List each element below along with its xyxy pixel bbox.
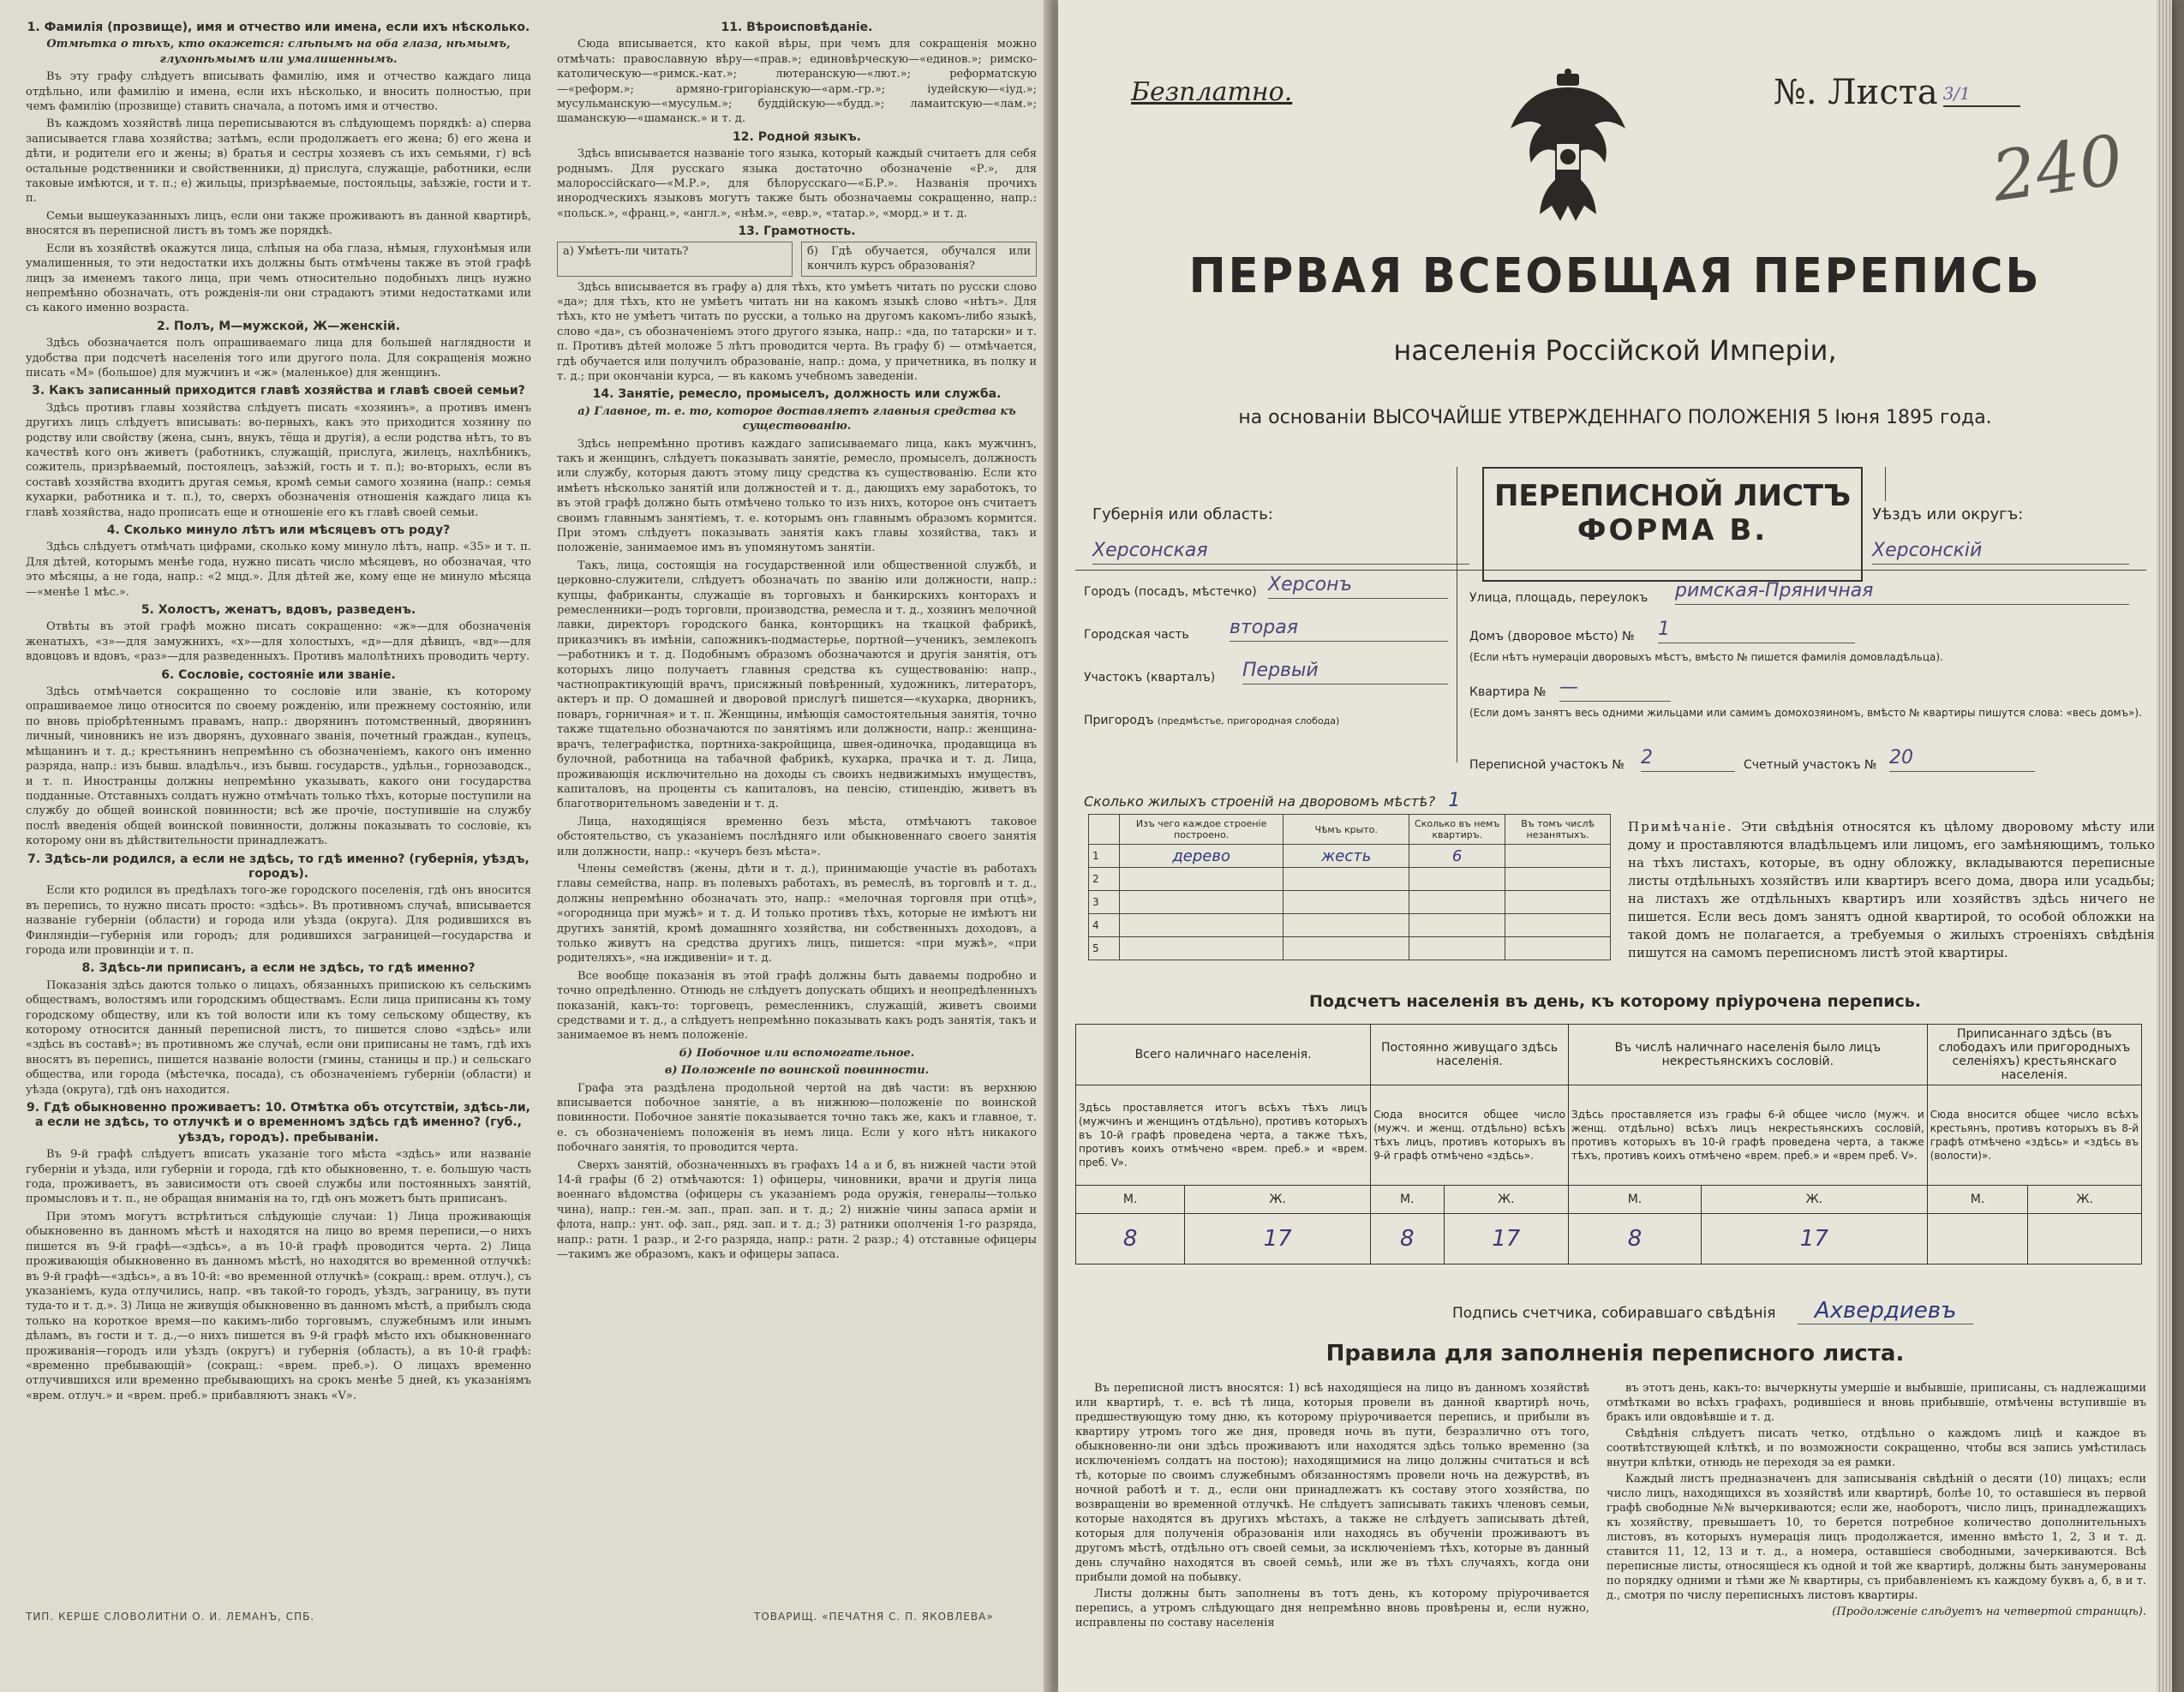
literacy-b: б) Гдѣ обучается, обучался или кончилъ курсъ образованія?	[801, 242, 1037, 277]
buildings-cell	[1505, 891, 1611, 914]
part-field: вторая	[1230, 617, 1448, 642]
house-hint: (Если нѣтъ нумераціи дворовыхъ мѣстъ, вмѣсто № пишется фамилія домовладѣльца).	[1469, 651, 1943, 663]
note-text: Эти свѣдѣнія относятся къ цѣлому дворовому мѣсту или дому и проставляются владѣльцемъ или лицомъ, его замѣняющимъ, только на тѣхъ листахъ, которые, въ одну обложку, вкладываются переписные листы отдѣльныхъ хозяйствъ или квартиръ всего дома, двора или усадьбы; на листахъ же отдѣльныхъ квартиръ или хозяйствъ здѣсь ничего не пишется. Если весь домъ занятъ одной квартирой, то особой обложки на такой домъ не полагается, а требуемыя о жилыхъ строеніяхъ свѣдѣнія пишутся на самомъ переписномъ листѣ этой квартиры.	[1628, 819, 2155, 960]
section-heading: 8. Здѣсь-ли приписанъ, а если не здѣсь, то гдѣ именно?	[81, 961, 476, 976]
census-subtitle: населенія Россійской Имперіи,	[1393, 334, 1837, 367]
rules-continued: (Продолженіе слѣдуетъ на четвертой страницѣ).	[1832, 1605, 2146, 1618]
rule-paragraph: Листы должны быть заполнены въ тотъ день, къ которому пріурочивается перепись, а утромъ слѣдующаго дня непремѣнно вновь провѣрены и, если нужно, исправлены по составу населенія	[1075, 1587, 1589, 1629]
paragraph: Въ эту графу слѣдуетъ вписывать фамилію, имя и отчество каждаго лица отдѣльно, или фамилію и имена, если ихъ нѣсколько, и вносить полностью, при чемъ фамилію (прозвище) ставить сначала, а потомъ имя и отчество.	[26, 70, 531, 114]
census-title: ПЕРВАЯ ВСЕОБЩАЯ ПЕРЕПИСЬ	[1188, 248, 2042, 304]
count-district-label: Счетный участокъ №	[1744, 758, 1877, 772]
apartment-field: —	[1559, 677, 1671, 702]
paragraph: Отвѣты въ этой графѣ можно писать сокращенно: «ж»—для обозначенія женатыхъ, «з»—для замужнихъ, «х»—для холостыхъ, «д»—для дѣвицъ, «вд»—для вдовцовъ и вдовъ, «раз»—для разведенныхъ. Противъ малолѣтнихъ проводить черту.	[26, 620, 531, 664]
buildings-cell	[1409, 868, 1505, 891]
buildings-cell: дерево	[1120, 845, 1283, 868]
paragraph: Здѣсь вписывается въ графу а) для тѣхъ, кто умѣетъ читать по русски слово «да»; для тѣхъ, кто не умѣетъ читать ни на какомъ языкѣ слово «нѣтъ». Для тѣхъ, кто не умѣетъ читать по русски, а только на другомъ какомъ-либо языкѣ, слово «да», съ обозначеніемъ этого другого языка, напр.: «да, по татарски» и т. п. Противъ дѣтей моложе 5 лѣтъ проводится черта. Въ графу б) — отмѣчается, гдѣ обучается или получилъ образованіе, напр.: дома, у причетника, въ полку и т. д.; при окончаніи курса, — въ какомъ учебномъ заведеніи.	[557, 280, 1037, 383]
table-row	[1089, 937, 1611, 960]
section-subheading: б) Побочное или вспомогательное.	[679, 1046, 915, 1060]
double-headed-eagle-emblem	[1504, 69, 1632, 231]
buildings-header-cell: Сколько въ немъ квартиръ.	[1409, 815, 1505, 845]
male-count: 8	[1569, 1214, 1702, 1265]
signature-label: Подпись счетчика, собиравшаго свѣдѣнія	[1452, 1305, 1776, 1322]
population-count-title: Подсчетъ населенія въ день, къ которому пріурочена перепись.	[1308, 992, 1922, 1011]
section-heading: 1. Фамилія (прозвище), имя и отчество или имена, если ихъ нѣсколько.	[27, 21, 530, 34]
buildings-cell	[1409, 891, 1505, 914]
rule-paragraph: Въ переписной листъ вносятся: 1) всѣ находящіеся на лицо въ данномъ хозяйствѣ или квартирѣ, т. е. всѣ тѣ лица, которыя провели въ данной квартирѣ ночь, предшествующую тому дню, къ которому пріурочивается перепись, и прибыли въ квартиру утромъ того же дня, проведя ночь въ пути, безразлично отъ того, обыкновенно-ли они здѣсь проживаютъ или находятся здѣсь только временно (за исключеніемъ солдатъ на постою); находящимися на лицо должны считаться и всѣ тѣ, которые по своимъ служебнымъ обязанностямъ провели ночь на дежурствѣ, въ ночной работѣ и т. д., если они принадлежатъ къ составу этого хозяйства, по возвращеніи во временной отлучкѣ. Не слѣдуетъ записывать такихъ членовъ семьи, которые находятся въ другихъ мѣстахъ, а также не слѣдуетъ записывать дѣтей, которыя для полученія образованія или находясь въ обученіи проживаютъ въ другомъ мѣстѣ, отдѣльно отъ своей семьи, за исключеніемъ тѣхъ, которые въ данный день случайно находятся въ своей семьѣ, или же въ тѣхъ случаяхъ, когда они прибыли домой на побывку.	[1075, 1382, 1589, 1584]
part-label: Городская часть	[1084, 628, 1189, 642]
instructions-column-2	[557, 17, 1037, 1265]
apartment-hint: (Если домъ занятъ весь одними жильцами или самимъ домохозяиномъ, вмѣсто № квартиры пишутся слова: «весь домъ»).	[1469, 707, 2142, 719]
count-sex-row	[1076, 1186, 2142, 1214]
buildings-cell: 3	[1089, 891, 1120, 914]
free-label: Безплатно.	[1131, 77, 1293, 107]
paragraph: Семьи вышеуказанныхъ лицъ, если они также проживаютъ въ данной квартирѣ, вносятся въ переписной листъ въ томъ же порядкѣ.	[26, 209, 531, 238]
section-heading: 14. Занятіе, ремесло, промыселъ, должность или служба.	[592, 387, 1002, 402]
female-count: 17	[1444, 1214, 1569, 1265]
male-count: 8	[1076, 1214, 1185, 1265]
paragraph: Если въ хозяйствѣ окажутся лица, слѣпыя на оба глаза, нѣмыя, глухонѣмыя или умалишенныя, то эти недостатки ихъ должны быть отмѣчены также въ этой графѣ лицъ за именемъ такого лица, при чемъ относительно подобныхъ лицъ нужно непремѣнно обозначать, отъ рожденія-ли они страдаютъ этими недостатками или съ какого именно возраста.	[26, 242, 531, 315]
paragraph: Сюда вписывается, кто какой вѣры, при чемъ для сокращенія можно отмѣчать: православную вѣру—«прав.»; единовѣрческую—«единов.»; римско-католическую—«римск.-кат.»; лютеранскую—«лют.»; реформатскую—«реформ.»; армяно-григоріанскую—«арм.-гр.»; іудейскую—«іуд.»; мусульманскую—«мусульм.»; буддійскую—«будд.»; ламаитскую—«лам.»; шаманскую—«шаманск.» и т. д.	[557, 38, 1037, 126]
prigorod-label	[1084, 714, 1339, 727]
buildings-cell: 4	[1089, 914, 1120, 937]
male-label: М.	[1371, 1186, 1444, 1214]
paragraph: Графа эта раздѣлена продольной чертой на двѣ части: въ верхнюю вписывается побочное занятіе, а въ нижнюю—положеніе по воинской повинности. Побочное занятіе показывается точно такъ же, какъ и главное, т. е. съ обозначеніемъ положенія въ немъ лица. Если у кого нѣтъ никакого побочнаго занятія, то проводится черта.	[557, 1081, 1037, 1155]
paragraph: При этомъ могутъ встрѣтиться слѣдующіе случаи: 1) Лица проживающія обыкновенно въ данномъ мѣстѣ и находятся на лицо во время переписи,—о нихъ пишется въ 9-й графѣ—«здѣсь», а въ 10-й графѣ проводится черта. 2) Лица проживающія обыкновенно въ данномъ мѣстѣ, но находятся во временной отлучкѣ: въ 9-й графѣ—«здѣсь», а въ 10-й: «во временной отлучкѣ» (сокращ.: врем. отлуч.), съ указаніемъ, куда отлучились, напр. «въ такой-то городъ, уѣздъ, заграницу, въ пути туда-то и т. д.». 3) Лица не живущія обыкновенно въ данномъ мѣстѣ, а прибылъ сюда только на короткое время—по какимъ-либо торговымъ, служебнымъ или инымъ дѣламъ, въ гости и т. д.,—о нихъ пишется въ 9-й графѣ мѣсто ихъ обыкновеннаго проживанія—городъ или уѣздъ (округъ) и губернія (область), а въ 10-й графѣ: «временно пребывающій» (сокращ.: «врем. преб.»). О лицахъ временно отлучившихся или временно пребывающихъ на срокъ менѣе 5 дней, къ указаніямъ «врем. отлуч.» и «врем. преб.» прибавляютъ знакъ «V».	[26, 1210, 531, 1402]
signature-value: Ахвердиевъ	[1798, 1298, 1974, 1324]
count-column-header: Всего наличнаго населенія.	[1076, 1025, 1371, 1085]
section-subheading: Отмѣтка о тѣхъ, кто окажется: слѣпымъ на оба глаза, нѣмымъ, глухонѣмымъ или умалишеннымъ.	[46, 38, 511, 66]
buildings-header-cell	[1089, 815, 1120, 845]
prigorod-label-text: Пригородъ	[1084, 714, 1154, 727]
paragraph: Такъ, лица, состоящія на государственной или общественной службѣ, и церковно-служители, слѣдуетъ обозначать по званію или должности, напр.: купцы, фабриканты, служащіе въ торговыхъ и банкирскихъ конторахъ и ремесленники—родъ торговли, производства, ремесла и т. д., хозяинъ мелочной лавки, директоръ городского банка, конторщикъ на ткацкой фабрикѣ, приказчикъ въ имѣніи, сапожникъ-подмастерье, портной—ученикъ, землекопъ—работникъ и т. д. Подобнымъ образомъ обозначаются и другія занятія, отъ которыхъ лицо получаетъ главныя средства къ существованію: напр., частнопрактикующій врачъ, присяжный повѣренный, художникъ, литераторъ, актеръ и пр. О домашней и дворовой прислугѣ пишется—«кухарка, дворникъ, поваръ, горничная» и т. п. Женщины, имѣющія самостоятельныя занятія, точно также тщательно обозначаются по занятіямъ или должности, напр.: женщина-врачъ, телеграфистка, портниха-закройщица, швея-одиночка, продавщица въ булочной, работница на табачной фабрикѣ, кухарка, прачка и т. д. Лица, проживающія исключительно на доходы съ своихъ недвижимыхъ имуществъ, капиталовъ, на проценты съ капиталовъ, на пенсію, стипендію, живетъ въ благотворительномъ заведеніи и т. д.	[557, 559, 1037, 811]
prigorod-note: (предмѣстье, пригородная слобода)	[1157, 715, 1340, 726]
buildings-cell	[1505, 845, 1611, 868]
buildings-cell: 2	[1089, 868, 1120, 891]
census-district-field: 2	[1641, 747, 1735, 772]
male-count	[1927, 1214, 2028, 1265]
table-row	[1089, 914, 1611, 937]
count-header-row	[1076, 1025, 2142, 1085]
divider-line	[1885, 467, 1886, 501]
city-field: Херсонъ	[1268, 574, 1448, 599]
table-row	[1089, 845, 1611, 868]
paragraph: Здѣсь обозначается полъ опрашиваемаго лица для большей наглядности и удобства при подсчетѣ населенія того или другого пола. Для сокращенія можно писать «М» (большое) для мужчинъ и «ж» (маленькое) для женщинъ.	[26, 337, 531, 380]
female-label: Ж.	[1701, 1186, 1927, 1214]
apartment-label: Квартира №	[1469, 685, 1547, 699]
rule-paragraph: Свѣдѣнія слѣдуетъ писать четко, отдѣльно о каждомъ лицѣ и каждое въ соотвѣтствующей клѣткѣ, и по возможности сокращенно, чтобы вся запись умѣстилась внутри клѣтки, отнюдь не переходя за ея рамки.	[1607, 1427, 2146, 1469]
paragraph: Здѣсь непремѣнно противъ каждаго записываемаго лица, какъ мужчинъ, такъ и женщинъ, слѣдуетъ показывать занятіе, ремесло, промыселъ, должность или службу, которыя даютъ этому лицу средства къ существованію. Если кто имѣетъ нѣсколько занятій или должностей и т. д., дающихъ ему заработокъ, то въ этой графѣ должно быть отмѣчено только то изъ нихъ, которое онъ считаетъ своимъ главнымъ занятіемъ, т. е. которымъ онъ главнымъ образомъ кормится. При этомъ слѣдуетъ показывать занятія какъ главы хозяйства, такъ и положеніе, занимаемое имъ въ упомянутомъ занятіи.	[557, 437, 1037, 555]
street-field: римская-Пряничная	[1675, 580, 2129, 605]
buildings-header-cell: Чѣмъ крыто.	[1283, 815, 1409, 845]
section-heading: 4. Сколько минуло лѣтъ или мѣсяцевъ отъ роду?	[106, 523, 451, 537]
count-column-header: Въ числѣ наличнаго населенія было лицъ некрестьянскихъ сословій.	[1569, 1025, 1928, 1085]
house-label-text: Домъ	[1469, 630, 1504, 643]
paragraph: Все вообще показанія въ этой графѣ должны быть даваемы подробно и точно опредѣленно. Отнюдь не слѣдуетъ допускать общихъ и неопредѣленныхъ показаній, какъ-то: торговецъ, ремесленникъ, служащій, живетъ своими средствами и т. д., а слѣдуетъ непремѣнно показывать какъ родъ занятія, такъ и занимаемое въ немъ положеніе.	[557, 969, 1037, 1043]
buildings-cell: 6	[1409, 845, 1505, 868]
buildings-cell	[1283, 937, 1409, 960]
buildings-cell	[1505, 937, 1611, 960]
female-count	[2028, 1214, 2142, 1265]
buildings-cell	[1283, 868, 1409, 891]
buildings-cell	[1409, 937, 1505, 960]
section-heading: 13. Грамотность.	[738, 224, 856, 239]
pencil-archive-number: 240	[1987, 119, 2128, 218]
male-label: М.	[1076, 1186, 1185, 1214]
count-column-description: Здѣсь проставляется итогъ всѣхъ тѣхъ лицъ (мужчинъ и женщинъ отдѣльно), противъ которыхъ въ 10-й графѣ проведена черта, а также тѣхъ, противъ коихъ отмѣчено «врем. преб.» и «врем. преб. V».	[1076, 1085, 1371, 1186]
paragraph: Здѣсь вписывается названіе того языка, который каждый считаетъ для себя роднымъ. Для русскаго языка достаточно обозначеніе «Р.», для малороссійскаго—«М.Р.», для бѣлорусскаго—«Б.Р.». Названія прочихъ инородческихъ языковъ могутъ также быть обозначаемы сокращенно, напр.: «польск.», «франц.», «англ.», «нѣм.», «евр.», «татар.», «морд.» и т. д.	[557, 147, 1037, 220]
buildings-header-cell: Въ томъ числѣ незанятыхъ.	[1505, 815, 1611, 845]
buildings-answer: 1	[1448, 790, 1461, 811]
buildings-cell	[1120, 891, 1283, 914]
sheet-type-line1: ПЕРЕПИСНОЙ ЛИСТЪ	[1493, 479, 1852, 513]
buildings-cell: 5	[1089, 937, 1120, 960]
census-basis: на основаніи ВЫСОЧАЙШЕ УТВЕРЖДЕННАГО ПОЛОЖЕНІЯ 5 Іюня 1895 года.	[1238, 407, 1992, 428]
section-heading: 9. Гдѣ обыкновенно проживаетъ: 10. Отмѣтка объ отсутствіи, здѣсь-ли, а если не здѣсь, то отлучкѣ и о временномъ здѣсь гдѣ именно? (губ., уѣздъ, городъ). пребываніи.	[27, 1101, 530, 1145]
female-label: Ж.	[1185, 1186, 1371, 1214]
literacy-a: а) Умѣетъ-ли читать?	[557, 242, 793, 277]
section-heading: 11. Вѣроисповѣданіе.	[721, 21, 873, 34]
paragraph: Здѣсь отмѣчается сокращенно то сословіе или званіе, къ которому опрашиваемое лицо относится по своему рожденію, или прежнему состоянію, или по вновь пріобрѣтеннымъ правамъ, напр.: дворянинъ потомственный, дворянинъ личный, чиновникъ не изъ дворянъ, духовнаго званія, почетный граждан., купецъ, мѣщанинъ и т. д.; крестьянинъ непремѣнно съ обозначеніемъ, какого онъ именно разряда, напр.: изъ бывш. владѣльч., изъ бывш. государств., удѣльн., горнозаводск., и т. п. Иностранцы должны непремѣнно указывать, какого они государства подданные. Отставныхъ солдатъ нужно отмѣчать только тѣхъ, которые поступили на службу до общей воинской повинности; всѣ же прочіе, поступившіе на службу послѣ введенія общей воинской повинности, должны показывать то сословіе, къ которому они въ дѣйствительности принадлежатъ.	[26, 685, 531, 848]
rules-column-1	[1075, 1381, 1589, 1632]
section-subheading: в) Положеніе по воинской повинности.	[664, 1064, 930, 1078]
count-column-header: Приписаннаго здѣсь (въ слободахъ или пригородныхъ селеніяхъ) крестьянскаго населенія.	[1927, 1025, 2141, 1085]
buildings-cell	[1120, 914, 1283, 937]
buildings-cell	[1120, 868, 1283, 891]
count-district-field: 20	[1889, 747, 2035, 772]
female-count: 17	[1185, 1214, 1371, 1265]
rule-paragraph: Каждый листъ предназначенъ для записыванія свѣдѣній о десяти (10) лицахъ; если число лицъ, находящихся въ хозяйствѣ или квартирѣ, болѣе 10, то оставшіеся въ первой графѣ свободные №№ вычеркиваются; если же, наоборотъ, число лицъ, принадлежащихъ къ хозяйству, превышаетъ 10, то берется потребное количество дополнительныхъ листовъ, въ которыхъ нумерація лицъ продолжается, именно вмѣсто 1, 2, 3 и т. д. ставится 11, 12, 13 и т. д., а номера, оставшіеся свободными, зачеркиваются. Всѣ переписные листы, относящіеся къ одной и той же квартирѣ, должны быть занумерованы по порядку одними и тѣми же № квартиры, съ прибавленіемъ къ каждому буквъ а, б, в и т. д., смотря по числу переписныхъ листовъ квартиры.	[1607, 1473, 2146, 1602]
section-heading: 6. Сословіе, состояніе или званіе.	[161, 667, 396, 682]
literacy-subcolumns	[557, 242, 1037, 277]
buildings-question-text: Сколько жилыхъ строеній на дворовомъ мѣстѣ?	[1084, 793, 1436, 810]
buildings-cell	[1283, 891, 1409, 914]
count-description-row	[1076, 1085, 2142, 1186]
instructions-column-1	[26, 17, 531, 1406]
house-label	[1469, 630, 1635, 643]
rules-column-2	[1607, 1381, 2146, 1621]
house-note: (дворовое мѣсто) №	[1507, 630, 1635, 643]
buildings-cell	[1505, 868, 1611, 891]
paragraph: Лица, находящіяся временно безъ мѣста, отмѣчаютъ таковое обстоятельство, съ указаніемъ послѣдняго или обыкновеннаго своего занятія или должности, напр.: «кучеръ безъ мѣста».	[557, 815, 1037, 858]
buildings-table	[1088, 814, 1611, 960]
note-label: Примѣчаніе.	[1628, 819, 1733, 834]
buildings-header-cell: Изъ чего каждое строеніе построено.	[1120, 815, 1283, 845]
buildings-cell	[1283, 914, 1409, 937]
paragraph: Показанія здѣсь даются только о лицахъ, обязанныхъ припискою къ сельскимъ обществамъ, волостямъ или городскимъ обществамъ. Если лица приписаны къ тому городскому обществу, или къ той волости или къ тому сельскому обществу, къ которому относится данный переписной листъ, то пишется слово «здѣсь» или «здѣсь въ составѣ»; въ противномъ же случаѣ, если они приписаны не тамъ, гдѣ ихъ вносятъ въ перепись, пишется названіе волости (гмины, станицы и пр.) и сельскаго общества, или города (мѣстечка, посада), съ обозначеніемъ губерніи (области) и уѣзда (округа), гдѣ онъ находится.	[26, 978, 531, 1097]
male-label: М.	[1569, 1186, 1702, 1214]
buildings-question	[1084, 790, 1460, 811]
gubernia-label: Губернія или область:	[1092, 505, 1273, 523]
buildings-cell: жесть	[1283, 845, 1409, 868]
street-label: Улица, площадь, переулокъ	[1469, 591, 1648, 605]
count-column-description: Сюда вносится общее число всѣхъ крестьянъ, противъ которыхъ въ 8-й графѣ отмѣчено «здѣсь» и «здѣсь въ (волости)».	[1927, 1085, 2141, 1186]
count-column-header: Постоянно живущаго здѣсь населенія.	[1371, 1025, 1569, 1085]
female-count: 17	[1701, 1214, 1927, 1265]
paragraph: Здѣсь слѣдуетъ отмѣчать цифрами, сколько кому минуло лѣтъ, напр. «35» и т. п. Для дѣтей, которымъ менѣе года, нужно писать число мѣсяцевъ, но обозначая, что это мѣсяцы, а не года, напр.: «2 мцд.». Для дѣтей же, кому еще не минуло мѣсяца—«менѣе 1 мѣс.».	[26, 541, 531, 599]
female-label: Ж.	[1444, 1186, 1569, 1214]
female-label: Ж.	[2028, 1186, 2142, 1214]
gubernia-field: Херсонская	[1092, 540, 1469, 565]
table-row	[1089, 891, 1611, 914]
section-heading: 7. Здѣсь-ли родился, а если не здѣсь, то гдѣ именно? (губернія, уѣздъ, городъ).	[27, 852, 530, 881]
paragraph: Если кто родился въ предѣлахъ того-же городского поселенія, гдѣ онъ вносится въ перепись, то нужно писать просто: «здѣсь». Въ противномъ случаѣ, вписывается названіе губерніи (области) и города или уѣзда (округа). Для родившихся въ Финляндіи—губернія или городъ; для родившихся заграницей—государства и города или провинціи и т. п.	[26, 884, 531, 957]
buildings-cell: 1	[1089, 845, 1120, 868]
paragraph: Члены семействъ (жены, дѣти и т. д.), принимающіе участіе въ работахъ главы семейства, напр. въ полевыхъ работахъ, въ ремеслѣ, въ торговлѣ и т. д., должны непремѣнно обозначать это, напр.: «мелочная торговля при отцѣ», «огородница при мужѣ» и т. д. И только противъ тѣхъ, которые не имѣютъ ни другихъ занятій, кромѣ домашняго хозяйства, ни собственныхъ доходовъ, а только живутъ на средства другихъ лицъ, пишется: «при мужѣ», «при родителяхъ», «на иждивеніи» и т. д.	[557, 862, 1037, 966]
paragraph: Въ каждомъ хозяйствѣ лица переписываются въ слѣдующемъ порядкѣ: а) сперва записывается глава хозяйства; затѣмъ, если продолжаетъ его жена; б) его жена и дѣти, и родители его и жены; в) братья и сестры хозяевъ съ ихъ семьями, г) всѣ остальные родственники и свойственники, д) прислуга, служащіе, работники, если таковые имѣются, и т. п.; е) жильцы, призрѣваемые, постояльцы, заѣзжіе, гости и т. п.	[26, 117, 531, 206]
sheet-type-box	[1482, 467, 1863, 582]
section-heading: 3. Какъ записанный приходится главѣ хозяйства и главѣ своей семьи?	[32, 384, 525, 398]
buildings-cell	[1505, 914, 1611, 937]
male-count: 8	[1371, 1214, 1444, 1265]
sheet-number	[1774, 73, 2020, 112]
paragraph: Здѣсь противъ главы хозяйства слѣдуетъ писать «хозяинъ», а противъ именъ другихъ лицъ слѣдуетъ вписывать: во-первыхъ, какъ это приходится хозяину по родству или свойству (жена, сынъ, внукъ, тёща и другія), а если родства нѣтъ, то въ качествѣ кого онъ живетъ (работникъ, служащій, прислуга, жилецъ, нахлѣбникъ, сожитель, призрѣваемый, постоялецъ, заѣзжій, гость и т. п.); во-вторыхъ, если въ составѣ хозяйства входитъ другая семья, кромѣ семьи самого хозяина (напр.: семья кухарки, работника и т. п.), то, сверхъ обозначенія отношенія каждаго лица къ главѣ хозяйства, надо прописать еще и отношеніе его къ главѣ своей семьи.	[26, 401, 531, 519]
count-column-description: Здѣсь проставляется изъ графы 6-й общее число (мужч. и женщ. отдѣльно) всѣхъ лицъ некрестьянскихъ сословій, противъ которыхъ въ 10-й графѣ проведена черта, а также тѣхъ, противъ коихъ отмѣчено «врем. преб.» и «врем преб. V».	[1569, 1085, 1928, 1186]
section-heading: 2. Полъ, М—мужской, Ж—женскій.	[156, 319, 401, 333]
left-page	[0, 0, 1050, 1692]
buildings-note	[1628, 818, 2155, 962]
section-heading: 12. Родной языкъ.	[733, 129, 861, 144]
printer-footer-right: ТОВАРИЩ. «ПЕЧАТНЯ С. П. ЯКОВЛЕВА»	[754, 1611, 994, 1623]
uchastok-field: Первый	[1242, 660, 1448, 685]
enumerator-signature	[1452, 1298, 1973, 1324]
census-district-label: Переписной участокъ №	[1469, 758, 1625, 772]
stacked-pages-edge	[2157, 0, 2172, 1692]
uchastok-label: Участокъ (кварталъ)	[1084, 671, 1216, 685]
sheet-number-value: 3/1	[1943, 83, 2020, 107]
male-label: М.	[1927, 1186, 2028, 1214]
printer-footer-left: ТИП. КЕРШЕ СЛОВОЛИТНИ О. И. ЛЕМАНЪ, СПБ.	[26, 1611, 315, 1623]
count-column-description: Сюда вносится общее число (мужч. и женщ. отдѣльно) всѣхъ тѣхъ лицъ, противъ которыхъ въ 9-й графѣ отмѣчено «здѣсь».	[1371, 1085, 1569, 1186]
table-row	[1089, 868, 1611, 891]
house-field: 1	[1658, 619, 1855, 643]
paragraph: Въ 9-й графѣ слѣдуетъ вписать указаніе того мѣста «здѣсь» или названіе губерніи и уѣзда, или губерніи и города, гдѣ кто обыкновенно, т. е. большую часть года, проживаетъ, въ зависимости отъ своей службы или постоянныхъ занятій, промысловъ и т. п., не обращая вниманія на то, гдѣ онъ можетъ быть приписанъ.	[26, 1148, 531, 1206]
sheet-number-label: №. Листа	[1774, 73, 1938, 112]
rules-title: Правила для заполненія переписного листа.	[1325, 1341, 1905, 1366]
count-values-row	[1076, 1214, 2142, 1265]
uezd-field: Херсонскій	[1872, 540, 2129, 565]
population-count-table	[1075, 1024, 2142, 1265]
right-page	[1058, 0, 2172, 1692]
section-subheading: а) Главное, т. е. то, которое доставляетъ главныя средства къ существованію.	[577, 404, 1016, 433]
rule-paragraph: въ этотъ день, какъ-то: вычеркнуты умершіе и выбывшіе, приписаны, съ надлежащими отмѣтками во всѣхъ графахъ, родившіеся и вновь прибывшіе, отмѣчены вступившіе въ бракъ или овдовѣвшіе и т. д.	[1607, 1382, 2146, 1424]
divider-line	[1075, 570, 2146, 571]
city-label: Городъ (посадъ, мѣстечко)	[1084, 585, 1257, 599]
paragraph: Сверхъ занятій, обозначенныхъ въ графахъ 14 а и б, въ нижней части этой 14-й графы (б 2) отмѣчаются: 1) офицеры, чиновники, врачи и другія лица военнаго вѣдомства (офицеры съ указаніемъ рода оружія, генералы—только чина), напр.: ген.-м. зап., прап. зап. и т. д.; 2) нижніе чины запаса арміи и флота, напр.: унт. оф. зап., ряд. зап. и т. д.; 3) ратники ополченія 1-го разряда, напр.: ратн. 1 разр., и 2-го разряда, напр.: ратн. 2 разр.; 4) отставные офицеры—такимъ же образомъ, какъ и офицеры запаса.	[557, 1158, 1037, 1262]
sheet-type-line2: ФОРМА В.	[1577, 513, 1768, 547]
buildings-cell	[1120, 937, 1283, 960]
section-heading: 5. Холостъ, женатъ, вдовъ, разведенъ.	[141, 603, 416, 618]
buildings-cell	[1409, 914, 1505, 937]
uezd-label: Уѣздъ или округъ:	[1872, 505, 2024, 523]
